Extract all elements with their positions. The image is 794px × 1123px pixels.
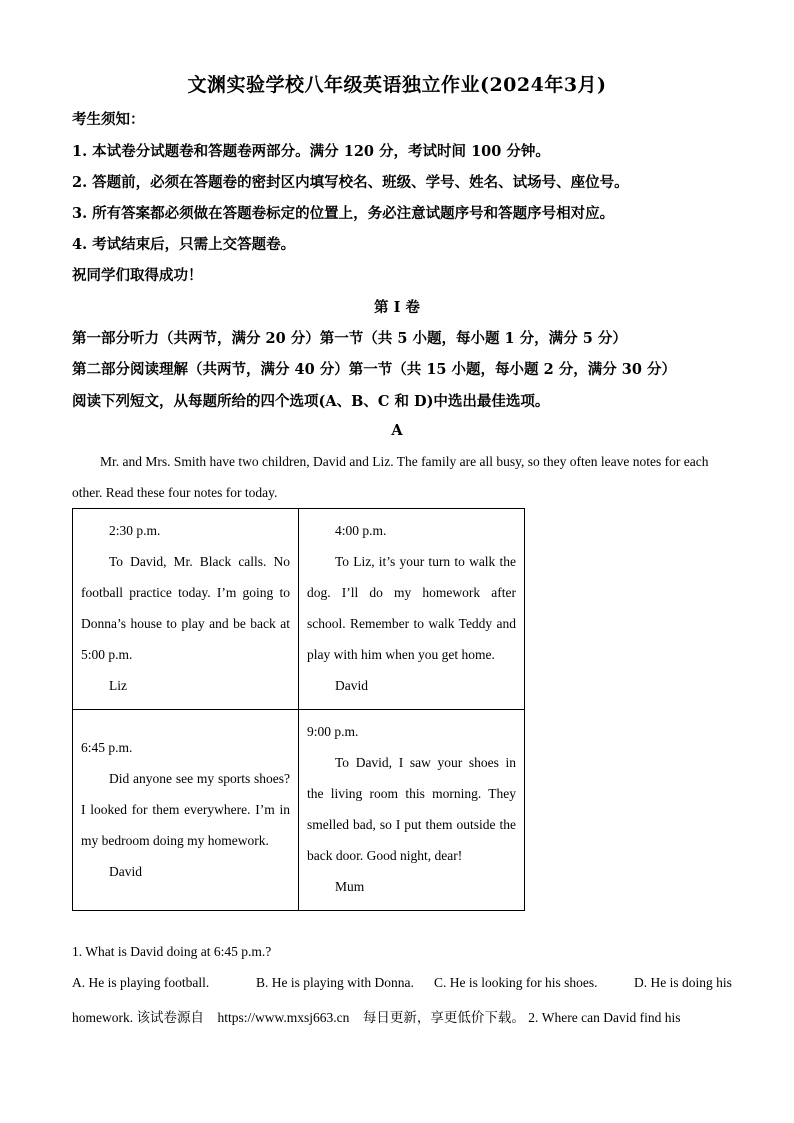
note-time: 2:30 p.m. (109, 523, 161, 538)
note-signer: Liz (109, 678, 127, 693)
note-time: 6:45 p.m. (81, 740, 133, 755)
wish-text: 祝同学们取得成功！ (72, 267, 203, 284)
part-two-heading: 第二部分阅读理解（共两节，满分 40 分）第一节（共 15 小题，每小题 2 分，满分 30 分） (72, 361, 677, 378)
section-label: A (391, 422, 403, 439)
volume-heading: 第 I 卷 (374, 299, 420, 316)
option-b: B. He is playing with Donna. (256, 975, 414, 990)
note-signer: David (109, 864, 142, 879)
option-d: D. He is doing his (634, 975, 732, 990)
notice-item-3: 3. 所有答案都必须做在答题卷标定的位置上，务必注意试题序号和答题序号相对应。 (72, 205, 615, 222)
note-signer: David (335, 678, 368, 693)
source-watermark: 该试卷源自 https://www.mxsj663.cn 每日更新，享更低价下载。 (136, 1010, 525, 1025)
question-continuation-line (72, 1006, 680, 1026)
notes-table (72, 508, 525, 911)
note-body: To Liz, it’s your turn to walk the dog. I’ll do my homework after school. Remember to walk Teddy and play with him when you get home. (307, 554, 516, 662)
notice-item-1: 1. 本试卷分试题卷和答题卷两部分。满分 120 分，考试时间 100 分钟。 (72, 143, 550, 160)
intro-paragraph (72, 446, 724, 508)
next-question-stem: 2. Where can David find his (528, 1010, 681, 1025)
note-cell (299, 509, 525, 710)
note-body: To David, I saw your shoes in the living room this morning. They smelled bad, so I put them outside the back door. Good night, dear! (307, 755, 516, 863)
question-options (72, 975, 732, 991)
note-time: 4:00 p.m. (335, 523, 387, 538)
notice-heading: 考生须知： (72, 111, 145, 128)
note-time: 9:00 p.m. (307, 724, 359, 739)
note-cell (73, 509, 299, 710)
page-title: 文渊实验学校八年级英语独立作业(2024年3月) (187, 74, 607, 96)
notice-item-4: 4. 考试结束后，只需上交答题卷。 (72, 236, 296, 253)
note-body: Did anyone see my sports shoes? I looked for them everywhere. I’m in my bedroom doing my homework. (81, 771, 290, 848)
question-stem: 1. What is David doing at 6:45 p.m.? (72, 944, 272, 959)
option-a: A. He is playing football. (72, 975, 210, 990)
option-c: C. He is looking for his shoes. (434, 975, 598, 990)
note-body: To David, Mr. Black calls. No football practice today. I’m going to Donna’s house to play and be back at 5:00 p.m. (81, 554, 290, 662)
part-one-heading: 第一部分听力（共两节，满分 20 分）第一节（共 5 小题，每小题 1 分，满分 5 分） (72, 330, 627, 347)
reading-instruction: 阅读下列短文，从每题所给的四个选项(A、B、C 和 D)中选出最佳选项。 (72, 393, 550, 410)
note-signer: Mum (335, 879, 365, 894)
notice-item-2: 2. 答题前，必须在答题卷的密封区内填写校名、班级、学号、姓名、试场号、座位号。 (72, 174, 629, 191)
intro-text: Mr. and Mrs. Smith have two children, David and Liz. The family are all busy, so they often leave notes for each other. Read these four notes for today. (72, 454, 709, 500)
note-cell (299, 710, 525, 911)
option-d-continuation: homework. (72, 1010, 134, 1025)
note-cell (73, 710, 299, 911)
